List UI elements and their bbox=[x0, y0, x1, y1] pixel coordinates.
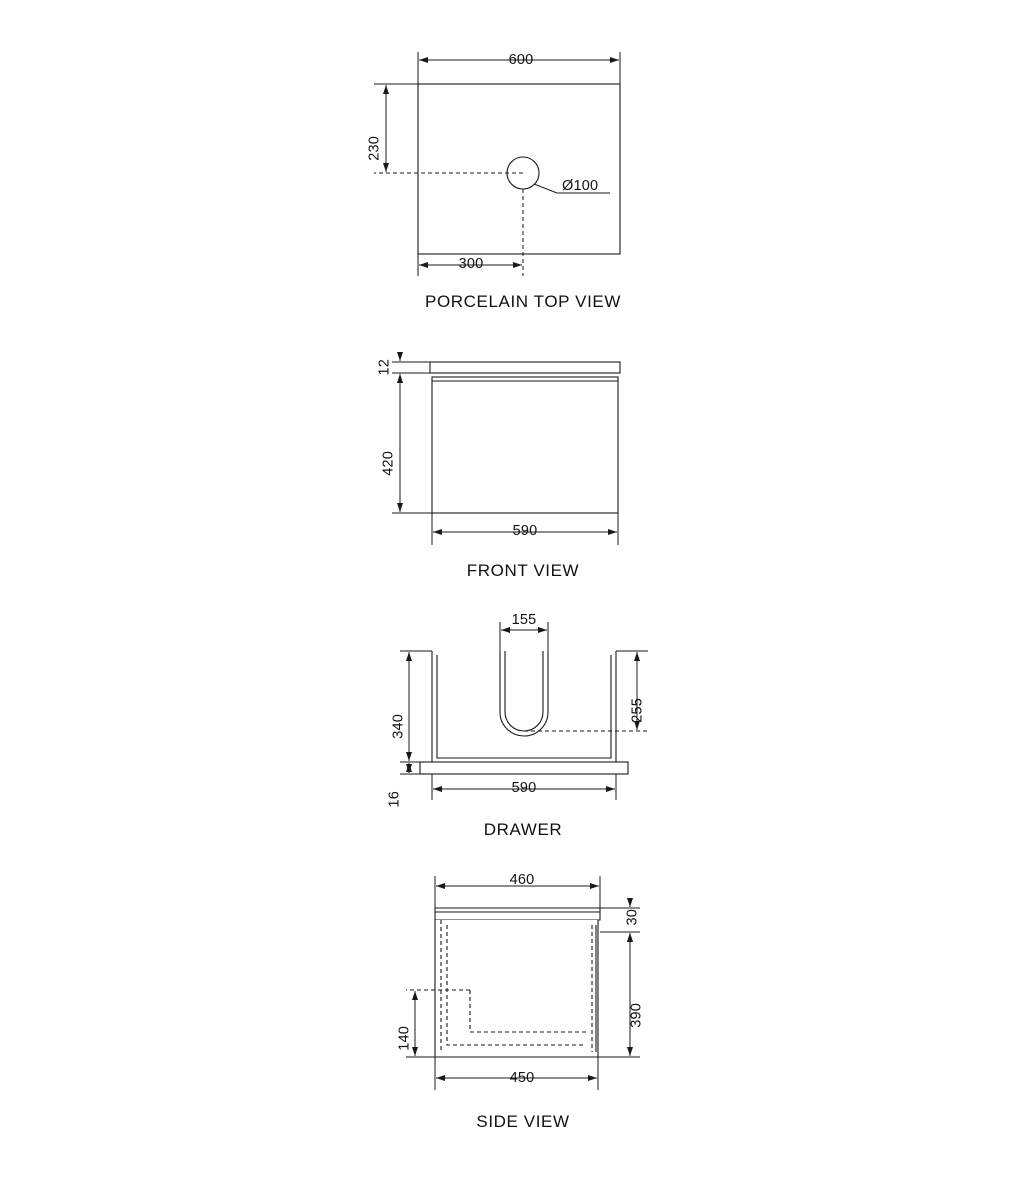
dim-top-depth: 460 bbox=[509, 872, 535, 888]
dim-drawer-base-height: 16 bbox=[386, 791, 403, 808]
dim-cutout-depth: 255 bbox=[629, 698, 646, 723]
view-title-front: FRONT VIEW bbox=[466, 561, 580, 580]
dim-drawer-width: 590 bbox=[511, 780, 537, 796]
porcelain-top-view-geometry bbox=[418, 84, 620, 254]
view-title-drawer: DRAWER bbox=[483, 820, 563, 839]
dim-body-depth: 450 bbox=[509, 1070, 535, 1086]
dim-cabinet-height: 420 bbox=[380, 451, 397, 476]
dim-top-width: 600 bbox=[508, 52, 534, 68]
dim-body-height: 390 bbox=[628, 1003, 645, 1028]
dim-tap-hole-from-back: 230 bbox=[366, 136, 383, 161]
dim-tap-hole-diameter: Ø100 bbox=[562, 178, 599, 194]
view-title-side: SIDE VIEW bbox=[476, 1112, 570, 1131]
dim-drawer-height: 340 bbox=[390, 714, 407, 739]
dim-cabinet-width: 590 bbox=[512, 523, 538, 539]
dim-cutout-width: 155 bbox=[511, 612, 537, 628]
dim-inner-height: 140 bbox=[396, 1026, 413, 1051]
view-title-porcelain-top: PORCELAIN TOP VIEW bbox=[425, 292, 621, 311]
drawer-view-geometry bbox=[420, 651, 628, 774]
dim-top-thickness: 12 bbox=[376, 359, 393, 376]
side-view-geometry bbox=[435, 908, 600, 1057]
front-view-geometry bbox=[430, 362, 620, 513]
dim-tap-hole-from-left: 300 bbox=[458, 256, 484, 272]
dim-top-overhang-height: 30 bbox=[624, 909, 641, 926]
